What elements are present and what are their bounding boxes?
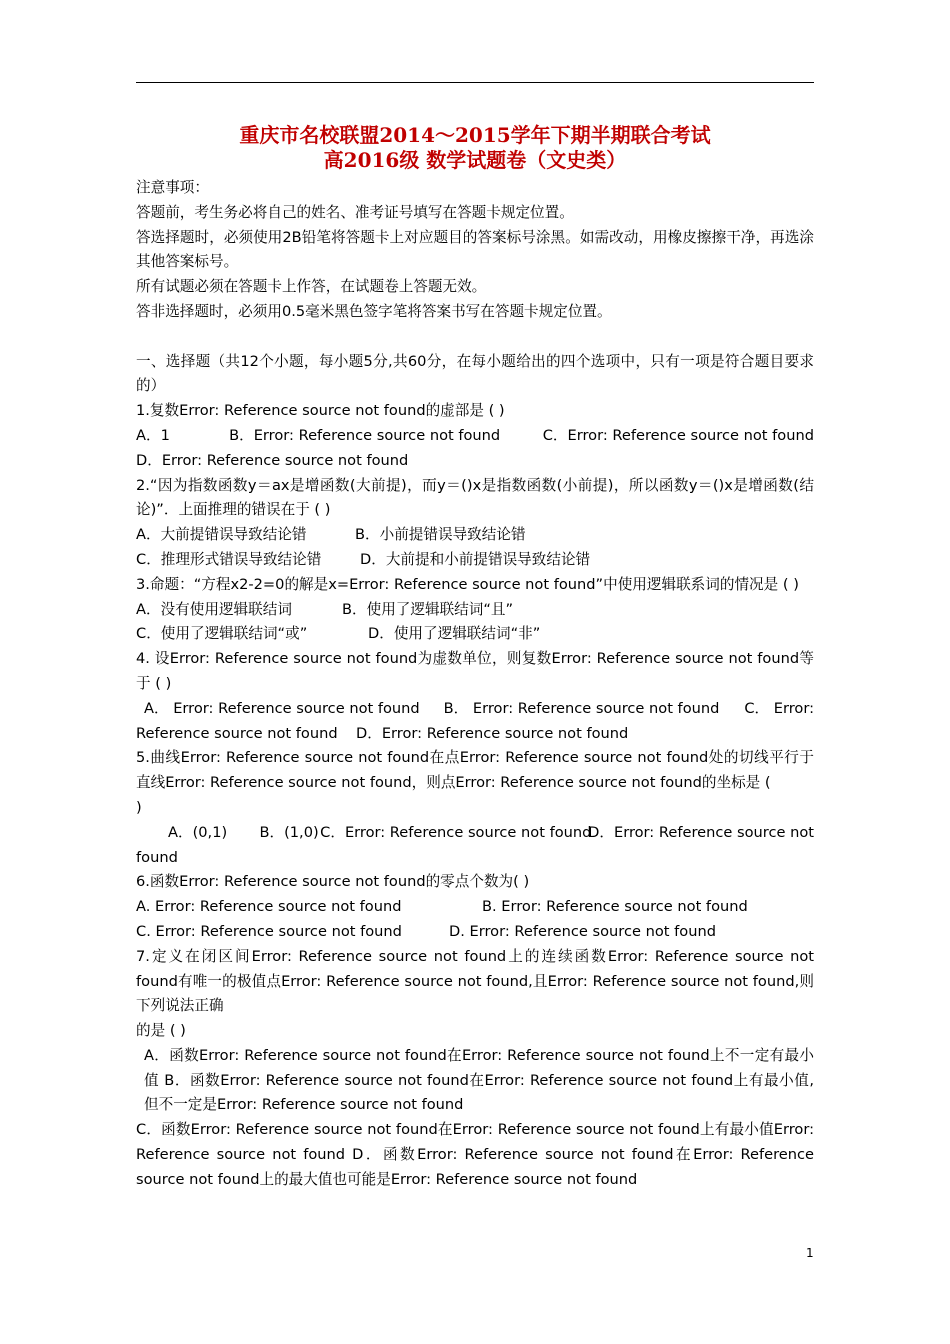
note-2: 答选择题时，必须使用2B铅笔将答题卡上对应题目的答案标号涂黑。如需改动，用橡皮擦擦干净，再选涂其他答案标号。	[136, 228, 814, 271]
question-3-stem: 3.命题：“方程x2-2=0的解是x=Error: Reference source not found”中使用逻辑联系词的情况是 ( )	[136, 575, 799, 593]
option-b: B. Error: Reference source not found	[482, 898, 748, 916]
question-7-options-ab: A．函数Error: Reference source not found在Error: Reference source not found上不一定有最小值 B．函数Error: Reference source not found在Error: Reference source not found上有最小值,但不一定是Error: Reference source not found	[144, 1046, 814, 1114]
question-6-options-ab	[136, 895, 814, 920]
option-c-cont: Reference source not found	[136, 724, 338, 742]
question-6-options-cd	[136, 920, 814, 945]
notes-heading: 注意事项：	[136, 179, 209, 196]
note-1: 答题前，考生务必将自己的姓名、准考证号填写在答题卡规定位置。	[136, 203, 574, 221]
question-3-options-cd	[136, 622, 814, 647]
option-d: D. Error: Reference source not found	[449, 922, 716, 940]
option-a: A．大前提错误导致结论错	[136, 526, 307, 544]
option-b: B．Error: Reference source not found	[229, 426, 501, 444]
option-c: C．使用了逻辑联结词“或”	[136, 625, 308, 643]
option-c: C．推理形式错误导致结论错	[136, 550, 322, 568]
option-d: D．大前提和小前提错误导致结论错	[360, 550, 591, 568]
option-b: B．小前提错误导致结论错	[355, 526, 526, 544]
question-1-stem: 1.复数Error: Reference source not found的虚部是 ( )	[136, 402, 505, 420]
question-5-stem: 5.曲线Error: Reference source not found在点Error: Reference source not found处的切线平行于直线Error: Reference source not found，则点Error: Reference source not found的坐标是 (	[136, 749, 814, 792]
question-1-options	[136, 424, 814, 449]
option-a: A．(0,1)	[168, 823, 228, 841]
question-7-options-cd: C．函数Error: Reference source not found在Error: Reference source not found上有最小值Error: Reference source not found D．函数Error: Reference source not found在Error: Reference source not found上的最大值也可能是Error: Reference source not found	[136, 1121, 814, 1188]
option-d: D．Error: Reference source not found	[136, 451, 409, 469]
question-7-stem-end: 的是 ( )	[136, 1022, 186, 1040]
question-4-options-2	[136, 722, 814, 747]
option-a: A. Error: Reference source not found	[136, 898, 402, 916]
option-c: C．Error: Reference source not found	[542, 426, 814, 444]
question-2-options-ab	[136, 523, 814, 548]
exam-subtitle: 高2016级 数学试题卷（文史类）	[323, 148, 627, 172]
page-number: 1	[806, 1246, 814, 1260]
question-2-options-cd	[136, 548, 814, 573]
option-b: B． Error: Reference source not found	[443, 699, 720, 717]
note-3: 所有试题必须在答题卡上作答，在试题卷上答题无效。	[136, 278, 487, 296]
option-b: B．使用了逻辑联结词“且”	[342, 600, 514, 618]
question-3-options-ab	[136, 598, 814, 623]
option-d: D．Error: Reference source not	[588, 823, 814, 841]
option-d: D．Error: Reference source not found	[356, 724, 629, 742]
exam-title: 重庆市名校联盟2014～2015学年下期半期联合考试	[239, 123, 711, 147]
question-4-stem: 4. 设Error: Reference source not found为虚数单位，则复数Error: Reference source not found等于 ( )	[136, 650, 814, 692]
option-c: C．Error: Reference source not found	[320, 823, 592, 841]
option-b: B．(1,0)	[259, 823, 319, 841]
option-c: C． Error:	[744, 699, 814, 717]
document-body	[136, 176, 814, 1193]
question-6-stem: 6.函数Error: Reference source not found的零点个数为( )	[136, 873, 530, 891]
option-d: D．使用了逻辑联结词“非”	[368, 625, 541, 643]
question-5-options	[136, 821, 814, 846]
option-a: A．1	[136, 426, 170, 444]
blank-line	[136, 325, 814, 350]
option-a: A．没有使用逻辑联结词	[136, 600, 292, 618]
option-c: C. Error: Reference source not found	[136, 922, 402, 940]
question-4-options	[136, 697, 814, 722]
question-7-stem: 7.定义在闭区间Error: Reference source not found上的连续函数Error: Reference source not found有唯一的极值点Error: Reference source not found,且Error: Reference source not found,则下列说法正确	[136, 947, 814, 1015]
note-4: 答非选择题时，必须用0.5毫米黑色签字笔将答案书写在答题卡规定位置。	[136, 302, 612, 320]
option-a: A． Error: Reference source not found	[144, 699, 420, 717]
header-rule	[136, 82, 814, 83]
section-heading: 一、选择题（共12个小题，每小题5分,共60分，在每小题给出的四个选项中，只有一项是符合题目要求的）	[136, 352, 814, 395]
question-2-stem: 2.“因为指数函数y＝ax是增函数(大前提)，而y＝()x是指数函数(小前提)，所以函数y＝()x是增函数(结论)”．上面推理的错误在于 ( )	[136, 476, 814, 519]
option-d-cont: found	[136, 848, 178, 866]
question-5-stem-end: )	[136, 798, 142, 816]
